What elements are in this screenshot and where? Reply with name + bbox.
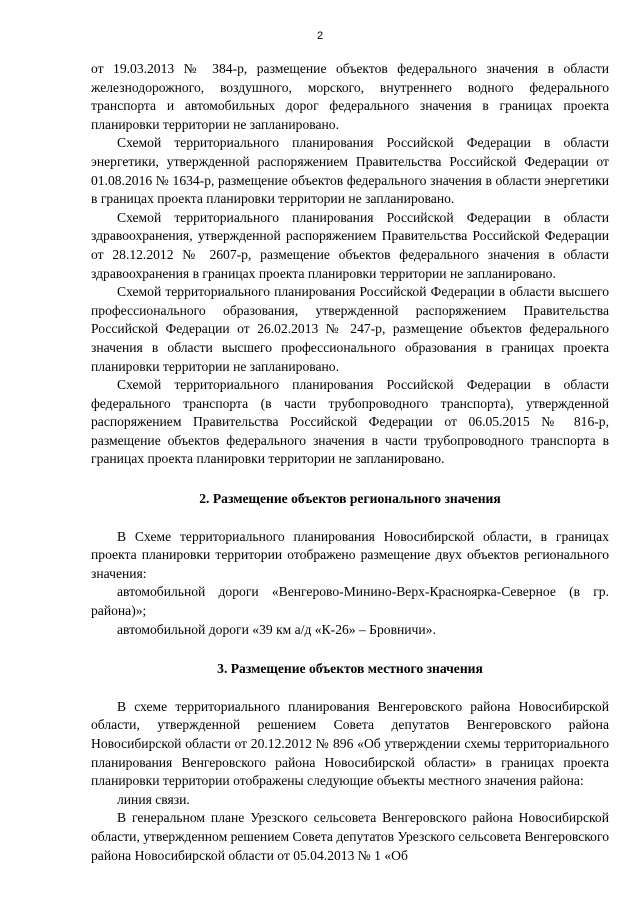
section-3-heading: 3. Размещение объектов местного значения	[217, 661, 483, 677]
paragraph-federal-transport-continued: от 19.03.2013 № 384-р, размещение объектов федерального значения в области железнодорожного, воздушного, морского, внутреннего водного федерального транспорта и автомобильных дорог федерального значения в границах проекта планировки территории не запланировано.	[91, 61, 609, 132]
paragraph-regional-road-2: автомобильной дороги «39 км а/д «К-26» – Бровничи».	[117, 621, 436, 637]
paragraph-regional-road-1: автомобильной дороги «Венгерово-Минино-Верх-Красноярка-Северное (в гр. района)»;	[91, 584, 609, 619]
paragraph-communication-line: линия связи.	[117, 791, 190, 807]
paragraph-regional-scheme: В Схеме территориального планирования Новосибирской области, в границах проекта планировки территории отображено размещение двух объектов регионального значения:	[91, 528, 609, 581]
paragraph-federal-healthcare: Схемой территориального планирования Российской Федерации в области здравоохранения, утвержденной распоряжением Правительства Российской Федерации от 28.12.2012 № 2607-р, размещение объектов федерального значения в области здравоохранения в границах проекта планировки территории не запланировано.	[91, 209, 609, 281]
paragraph-federal-pipeline: Схемой территориального планирования Российской Федерации в области федерального транспорта (в части трубопроводного транспорта), утвержденной распоряжением Правительства Российской Федерации от 06.05.2015 № 816-р, размещение объектов федерального значения в части трубопроводного транспорта в границах проекта планировки территории не запланировано.	[91, 377, 609, 467]
section-2-heading: 2. Размещение объектов регионального значения	[199, 491, 501, 507]
paragraph-district-scheme: В схеме территориального планирования Венгеровского района Новосибирской области, утвержденной решением Совета депутатов Венгеровского района Новосибирской области от 20.12.2012 № 896 «Об утверждении схемы территориального планирования Венгеровского района Новосибирской области» в границах проекта планировки территории отображены следующие объекты местного значения района:	[91, 698, 609, 789]
paragraph-federal-education: Схемой территориального планирования Российской Федерации в области высшего профессионального образования, утвержденной распоряжением Правительства Российской Федерации от 26.02.2013 № 247-р, размещение объектов федерального значения в области высшего профессионального образования в границах проекта планировки территории не запланировано.	[91, 284, 609, 374]
document-body	[91, 60, 609, 865]
paragraph-federal-energy: Схемой территориального планирования Российской Федерации в области энергетики, утвержденной распоряжением Правительства Российской Федерации от 01.08.2016 № 1634-р, размещение объектов федерального значения в области энергетики в границах проекта планировки территории не запланировано.	[91, 135, 609, 207]
page-number: 2	[316, 30, 324, 42]
paragraph-general-plan: В генеральном плане Урезского сельсовета Венгеровского района Новосибирской области, утвержденном решением Совета депутатов Урезского сельсовета Венгеровского района Новосибирской области от 05.04.2013 № 1 «Об	[91, 810, 609, 863]
